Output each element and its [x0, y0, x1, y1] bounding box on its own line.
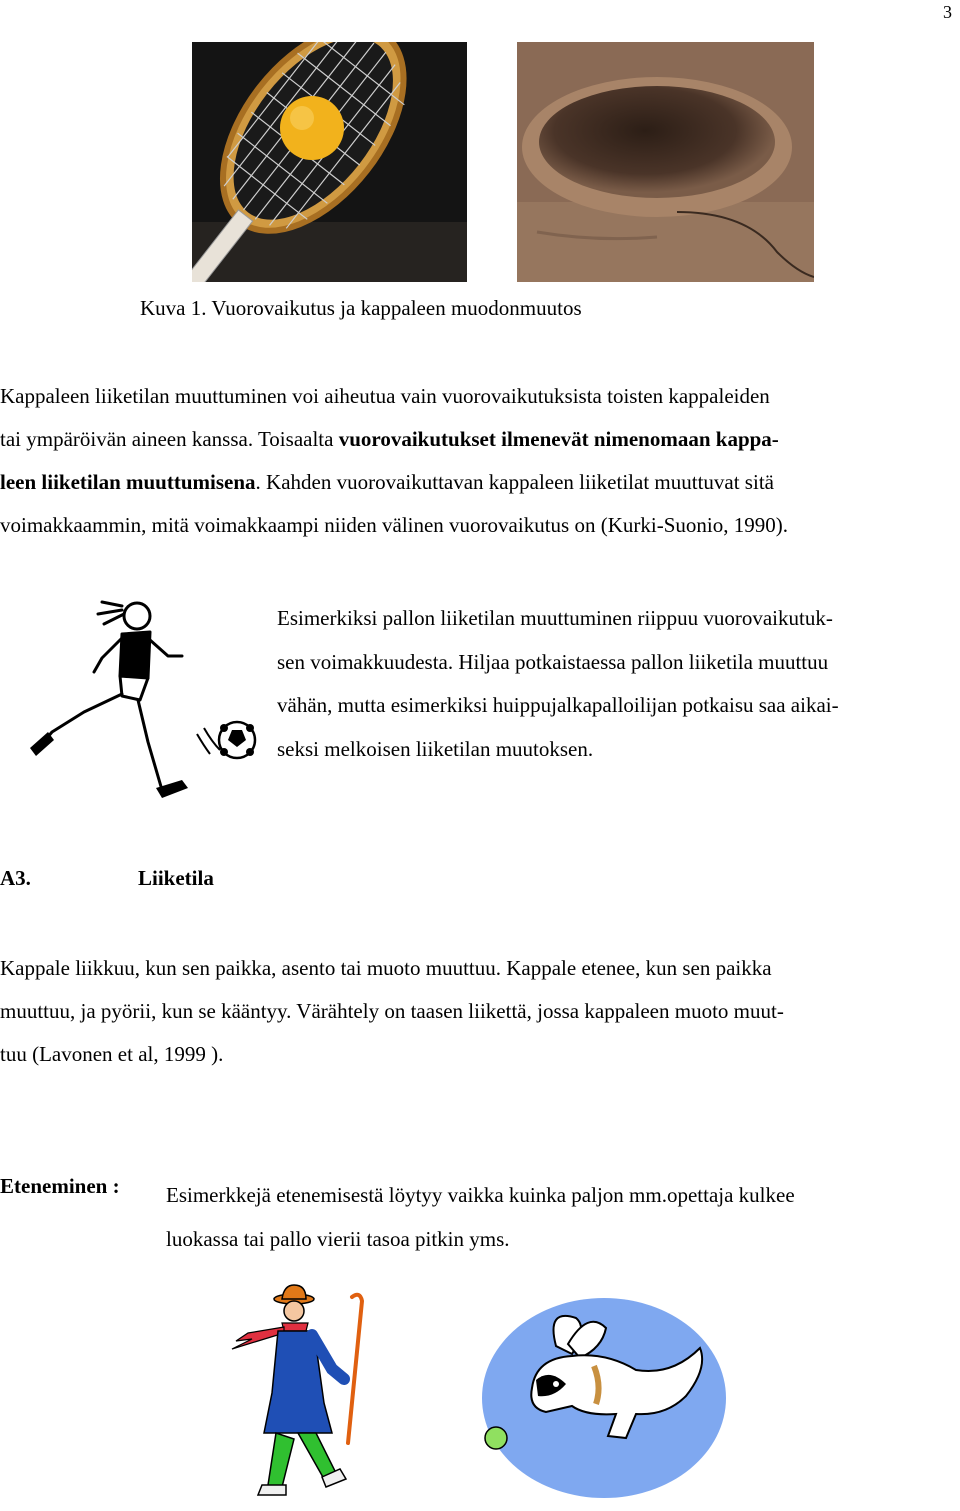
- paragraph-ball-example: [277, 597, 937, 771]
- definition-line: luokassa tai pallo vierii tasoa pitkin yms.: [166, 1226, 510, 1251]
- bold-text-run: leen liiketilan muuttumisena: [0, 470, 256, 494]
- paragraph-line: Kappale liikkuu, kun sen paikka, asento tai muoto muuttuu. Kappale etenee, kun sen paikka: [0, 956, 772, 980]
- page-number: 3: [943, 2, 952, 22]
- definition-term: Eteneminen :: [0, 1174, 120, 1198]
- paragraph-line: vähän, mutta esimerkiksi huippujalkapalloilijan potkaisu saa aikai-: [277, 693, 839, 717]
- paragraph-line: sen voimakkuudesta. Hiljaa potkaistaessa pallon liiketila muuttuu: [277, 649, 829, 674]
- paragraph-line: [0, 461, 960, 504]
- section-number: A3.: [0, 866, 31, 890]
- text-run: tai ympäröivän aineen kanssa. Toisaalta: [0, 427, 339, 451]
- section-title: Liiketila: [138, 866, 214, 890]
- paragraph-line: tuu (Lavonen et al, 1999 ).: [0, 1042, 224, 1066]
- tennis-racket-ball-photo: [192, 42, 467, 282]
- paragraph-line: voimakkaammin, mitä voimakkaampi niiden välinen vuorovaikutus on (Kurki-Suonio, 1990).: [0, 513, 788, 537]
- paragraph-line: Esimerkiksi pallon liiketilan muuttuminen riippuu vuorovaikutuk-: [277, 606, 833, 630]
- paragraph-line: seksi melkoisen liiketilan muutoksen.: [277, 736, 594, 761]
- crater-photo: [517, 42, 814, 282]
- definition-line: Esimerkkejä etenemisestä löytyy vaikka kuinka paljon mm.opettaja kulkee: [166, 1183, 795, 1207]
- bold-text-run: vuorovaikutukset ilmenevät nimenomaan kappa-: [338, 427, 779, 451]
- paragraph-line: Kappaleen liiketilan muuttuminen voi aiheutua vain vuorovaikutuksista toisten kappaleiden: [0, 384, 770, 408]
- walking-man-clipart: [228, 1283, 378, 1505]
- running-rabbit-clipart: [476, 1288, 728, 1503]
- text-run: . Kahden vuorovaikuttavan kappaleen liiketilat muuttuvat sitä: [255, 470, 774, 494]
- paragraph-line: muuttuu, ja pyörii, kun se kääntyy. Värähtely on taasen liikettä, jossa kappaleen muoto muut-: [0, 999, 784, 1023]
- paragraph-interaction: [0, 375, 960, 547]
- paragraph-line: [0, 418, 960, 461]
- paragraph-motion: [0, 947, 960, 1076]
- definition-body: [166, 1174, 795, 1261]
- runner-kicking-ball-clipart: [22, 596, 262, 806]
- figure-caption: Kuva 1. Vuorovaikutus ja kappaleen muodonmuutos: [140, 296, 582, 320]
